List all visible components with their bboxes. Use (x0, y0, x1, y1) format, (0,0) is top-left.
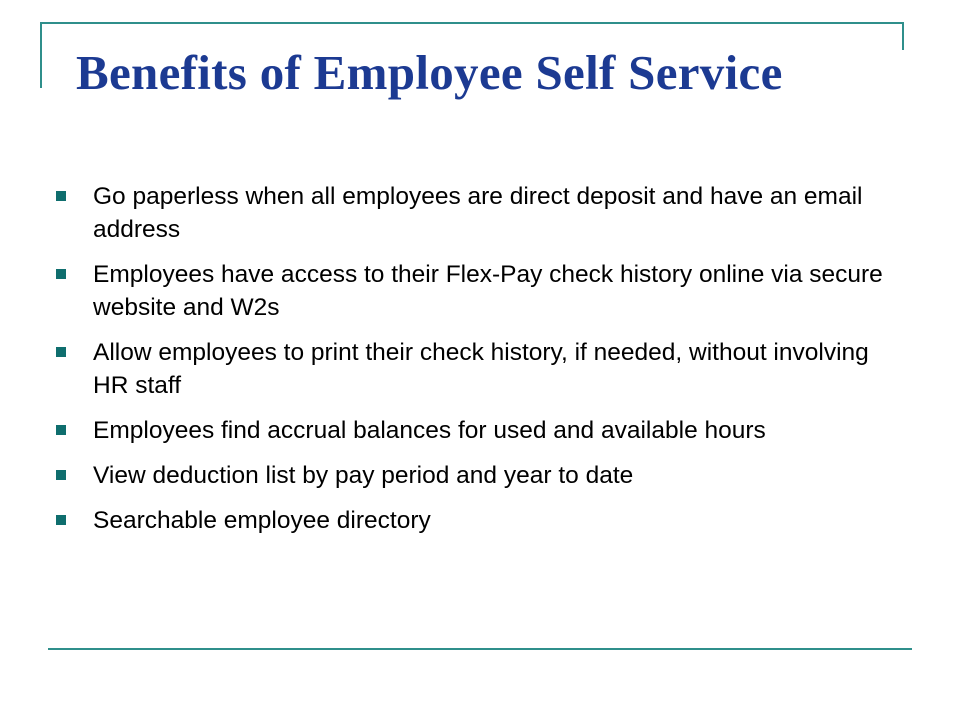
bullet-text: Employees find accrual balances for used and available hours (93, 417, 766, 444)
bullet-list (56, 180, 886, 549)
square-bullet-icon (56, 470, 66, 480)
frame-top-line (40, 22, 904, 24)
bullet-text: View deduction list by pay period and year to date (93, 462, 634, 489)
bullet-item (56, 504, 886, 537)
square-bullet-icon (56, 347, 66, 357)
bullet-text: Searchable employee directory (93, 507, 431, 534)
bullet-item (56, 336, 886, 402)
bullet-text: Go paperless when all employees are direct deposit and have an email address (93, 183, 863, 243)
bullet-text: Employees have access to their Flex-Pay check history online via secure website and W2s (93, 261, 883, 321)
frame-bottom-line (48, 648, 912, 650)
bullet-item (56, 459, 886, 492)
bullet-text: Allow employees to print their check history, if needed, without involving HR staff (93, 339, 869, 399)
frame-left-accent-line (40, 22, 42, 88)
frame-right-accent-line (902, 22, 904, 50)
square-bullet-icon (56, 191, 66, 201)
bullet-item (56, 414, 886, 447)
square-bullet-icon (56, 425, 66, 435)
square-bullet-icon (56, 515, 66, 525)
bullet-item (56, 180, 886, 246)
slide-title: Benefits of Employee Self Service (76, 45, 783, 100)
bullet-item (56, 258, 886, 324)
square-bullet-icon (56, 269, 66, 279)
